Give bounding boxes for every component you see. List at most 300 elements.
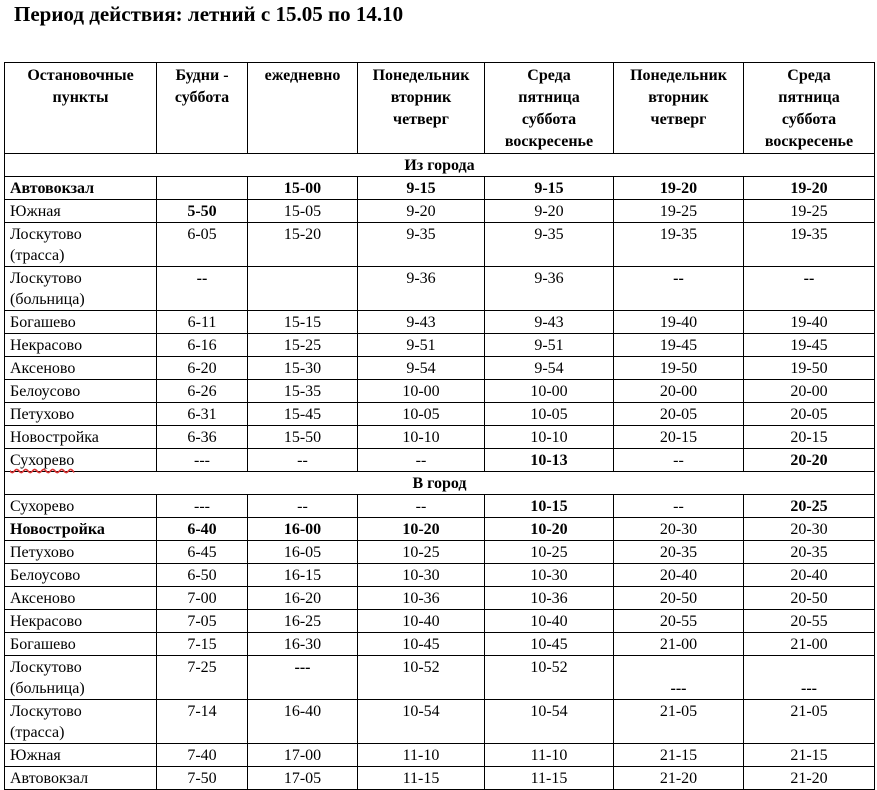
- time-value: 10-25: [530, 544, 568, 561]
- time-cell: [358, 495, 485, 518]
- time-cell: [358, 587, 485, 610]
- time-cell: [248, 633, 358, 656]
- stop-name: [5, 587, 157, 610]
- column-header: [485, 63, 614, 154]
- time-value: 19-35: [790, 226, 828, 243]
- time-value: 10-20: [402, 521, 440, 538]
- time-cell: [614, 334, 744, 357]
- stop-name: [5, 767, 157, 790]
- time-value: 7-15: [187, 636, 217, 653]
- time-cell: [485, 495, 614, 518]
- page-title: Период действия: летний с 15.05 по 14.10: [14, 2, 404, 26]
- time-value: 19-20: [659, 180, 698, 197]
- time-cell: [157, 449, 248, 472]
- time-value: 16-05: [283, 544, 322, 561]
- cell-line: воскресенье: [764, 133, 854, 150]
- time-cell: [358, 767, 485, 790]
- schedule-table: [4, 62, 875, 790]
- time-value: 16-40: [283, 703, 322, 720]
- time-cell: [157, 610, 248, 633]
- time-value: 10-36: [402, 590, 440, 607]
- time-cell: [744, 633, 875, 656]
- time-cell: [358, 223, 485, 267]
- cell-line: Автовокзал: [10, 770, 89, 787]
- time-value: ---: [194, 452, 210, 469]
- time-cell: [358, 564, 485, 587]
- cell-line: Южная: [10, 203, 61, 220]
- cell-line: вторник: [648, 89, 709, 106]
- time-cell: [744, 267, 875, 311]
- time-cell: [358, 357, 485, 380]
- time-cell: [614, 656, 744, 700]
- time-value: ---: [294, 659, 311, 676]
- time-value: 20-55: [659, 613, 698, 630]
- cell-line: Автовокзал: [10, 180, 95, 197]
- cell-line: Среда: [527, 67, 571, 84]
- time-value: 20-30: [790, 521, 828, 538]
- time-value: 9-15: [406, 180, 436, 197]
- time-cell: [614, 449, 744, 472]
- table-row: [5, 311, 875, 334]
- cell-line: Петухово: [10, 544, 75, 561]
- time-cell: [157, 380, 248, 403]
- time-cell: [157, 357, 248, 380]
- time-value: 11-15: [402, 770, 440, 787]
- table-row: [5, 633, 875, 656]
- time-cell: [358, 426, 485, 449]
- time-cell: [248, 357, 358, 380]
- time-value: 10-25: [402, 544, 440, 561]
- cell-line: Лоскутово: [10, 226, 82, 243]
- time-cell: [358, 541, 485, 564]
- time-cell: [614, 426, 744, 449]
- time-value: 21-05: [790, 703, 828, 720]
- time-cell: [157, 426, 248, 449]
- time-value: 19-40: [790, 314, 828, 331]
- time-cell: [248, 200, 358, 223]
- time-value: 11-10: [402, 747, 440, 764]
- cell-line: Лоскутово: [10, 703, 82, 720]
- time-value: 16-15: [283, 567, 322, 584]
- time-value: 20-15: [659, 429, 698, 446]
- time-cell: [358, 449, 485, 472]
- table-row: [5, 541, 875, 564]
- time-cell: [485, 223, 614, 267]
- time-value: 15-25: [283, 337, 322, 354]
- time-value: 20-25: [790, 498, 828, 515]
- table-header: [5, 63, 875, 154]
- cell-line: Белоусово: [10, 567, 81, 584]
- time-value: 9-51: [534, 337, 564, 354]
- time-value: --: [297, 498, 308, 515]
- time-cell: [248, 177, 358, 200]
- column-header: [358, 63, 485, 154]
- table-row: [5, 656, 875, 700]
- table-row: [5, 587, 875, 610]
- time-cell: [744, 610, 875, 633]
- time-cell: [485, 587, 614, 610]
- time-value: 10-52: [402, 659, 440, 676]
- time-cell: [485, 449, 614, 472]
- column-header: [614, 63, 744, 154]
- time-cell: [248, 380, 358, 403]
- time-value: 9-15: [534, 180, 564, 197]
- time-value: 21-15: [790, 747, 828, 764]
- time-cell: [358, 334, 485, 357]
- time-value: 20-35: [659, 544, 698, 561]
- time-cell: [485, 200, 614, 223]
- time-cell: [614, 767, 744, 790]
- table-row: [5, 334, 875, 357]
- time-value: 21-20: [790, 770, 828, 787]
- time-value: ---: [801, 680, 817, 697]
- time-value: 9-51: [406, 337, 436, 354]
- time-cell: [485, 426, 614, 449]
- time-cell: [358, 656, 485, 700]
- time-cell: [614, 700, 744, 744]
- stop-name: [5, 495, 157, 518]
- time-cell: [157, 700, 248, 744]
- time-cell: [248, 700, 358, 744]
- time-value: 9-20: [406, 203, 436, 220]
- time-cell: [358, 744, 485, 767]
- time-cell: [614, 357, 744, 380]
- time-value: 9-36: [406, 270, 436, 287]
- time-value: 11-10: [530, 747, 568, 764]
- table-row: [5, 700, 875, 744]
- time-cell: [248, 518, 358, 541]
- stop-name: [5, 656, 157, 700]
- cell-line: Понедельник: [372, 67, 470, 84]
- time-cell: [744, 564, 875, 587]
- time-value: 15-15: [283, 314, 322, 331]
- time-value: 6-05: [187, 226, 217, 243]
- time-value: 9-36: [534, 270, 564, 287]
- time-value: 21-00: [659, 636, 698, 653]
- time-cell: [744, 587, 875, 610]
- time-value: 10-13: [530, 452, 568, 469]
- time-value: 6-26: [187, 383, 217, 400]
- time-cell: [744, 357, 875, 380]
- cell-line: Лоскутово: [10, 270, 82, 287]
- stop-name: [5, 200, 157, 223]
- time-value: 16-20: [283, 590, 322, 607]
- time-cell: [157, 633, 248, 656]
- time-cell: [358, 700, 485, 744]
- section-label: Из города: [5, 154, 875, 177]
- table-row: [5, 426, 875, 449]
- time-cell: [358, 633, 485, 656]
- cell-line: (больница): [10, 291, 85, 308]
- time-value: 10-45: [402, 636, 440, 653]
- cell-line: Среда: [787, 67, 831, 84]
- time-cell: [157, 495, 248, 518]
- time-value: 10-40: [530, 613, 568, 630]
- time-cell: [614, 587, 744, 610]
- cell-line: (трасса): [10, 247, 65, 264]
- time-value: 19-25: [790, 203, 828, 220]
- time-value: --: [803, 270, 815, 287]
- time-value: 20-15: [790, 429, 828, 446]
- time-cell: [157, 403, 248, 426]
- time-value: --: [415, 498, 427, 515]
- section-label: В город: [5, 472, 875, 495]
- time-cell: [248, 587, 358, 610]
- stop-name: [5, 610, 157, 633]
- time-value: 10-45: [530, 636, 568, 653]
- stop-name: [5, 426, 157, 449]
- time-value: 10-20: [530, 521, 568, 538]
- header-row: [5, 63, 875, 154]
- time-value: 17-00: [283, 747, 322, 764]
- time-cell: [744, 200, 875, 223]
- time-cell: [157, 311, 248, 334]
- table-row: [5, 403, 875, 426]
- time-value: 10-52: [530, 659, 568, 676]
- time-cell: [485, 380, 614, 403]
- stop-name: [5, 564, 157, 587]
- time-value: 10-05: [402, 406, 440, 423]
- cell-line: Новостройка: [10, 429, 99, 446]
- time-cell: [744, 656, 875, 700]
- time-cell: [744, 518, 875, 541]
- time-value: 6-40: [187, 521, 217, 538]
- time-cell: [248, 541, 358, 564]
- stop-name: [5, 223, 157, 267]
- time-value: 10-30: [530, 567, 568, 584]
- time-value: 19-50: [790, 360, 828, 377]
- time-cell: [358, 518, 485, 541]
- time-cell: [157, 564, 248, 587]
- time-cell: [248, 449, 358, 472]
- time-value: 10-05: [530, 406, 568, 423]
- section-row: [5, 154, 875, 177]
- time-cell: [485, 767, 614, 790]
- time-value: 20-40: [790, 567, 828, 584]
- time-cell: [358, 311, 485, 334]
- time-cell: [485, 334, 614, 357]
- time-cell: [614, 311, 744, 334]
- cell-line: (больница): [10, 680, 85, 697]
- time-value: 9-43: [534, 314, 564, 331]
- cell-line: Новостройка: [10, 521, 105, 538]
- time-value: --: [673, 452, 684, 469]
- time-cell: [157, 267, 248, 311]
- time-cell: [614, 610, 744, 633]
- time-value: 10-40: [402, 613, 440, 630]
- time-cell: [157, 767, 248, 790]
- table-row: [5, 223, 875, 267]
- time-cell: [614, 403, 744, 426]
- time-value: 20-40: [659, 567, 698, 584]
- time-cell: [614, 541, 744, 564]
- time-value: 16-30: [283, 636, 322, 653]
- stop-name: [5, 541, 157, 564]
- cell-line: Богашево: [10, 314, 76, 331]
- time-value: 20-30: [659, 521, 698, 538]
- cell-line: Богашево: [10, 636, 76, 653]
- time-cell: [614, 564, 744, 587]
- time-value: 16-00: [283, 521, 322, 538]
- time-cell: [157, 223, 248, 267]
- time-value: 19-50: [659, 360, 698, 377]
- time-value: 10-54: [530, 703, 568, 720]
- time-cell: [248, 495, 358, 518]
- stop-name-text: Сухорево: [10, 452, 75, 469]
- time-cell: [157, 541, 248, 564]
- stop-name: [5, 700, 157, 744]
- time-cell: [485, 311, 614, 334]
- time-value: 15-00: [283, 180, 322, 197]
- cell-line: вторник: [390, 89, 452, 106]
- time-cell: [248, 267, 358, 311]
- time-value: 10-36: [530, 590, 568, 607]
- time-value: 6-31: [187, 406, 217, 423]
- time-value: --: [196, 270, 208, 287]
- time-cell: [614, 744, 744, 767]
- time-cell: [358, 200, 485, 223]
- cell-line: Сухорево: [10, 498, 75, 515]
- time-value: 15-45: [283, 406, 322, 423]
- time-value: 21-00: [790, 636, 828, 653]
- time-cell: [157, 334, 248, 357]
- table-row: [5, 744, 875, 767]
- cell-line: Белоусово: [10, 383, 81, 400]
- stop-name: [5, 633, 157, 656]
- time-value: 15-30: [283, 360, 322, 377]
- time-value: 9-20: [534, 203, 564, 220]
- cell-line: Понедельник: [630, 67, 727, 84]
- time-cell: [248, 767, 358, 790]
- time-value: 6-16: [187, 337, 217, 354]
- time-cell: [157, 587, 248, 610]
- cell-line: Петухово: [10, 406, 75, 423]
- time-value: 20-55: [790, 613, 828, 630]
- time-cell: [248, 610, 358, 633]
- time-value: --: [673, 498, 684, 515]
- time-value: 19-35: [659, 226, 698, 243]
- time-value: 10-10: [402, 429, 440, 446]
- time-value: 6-20: [187, 360, 217, 377]
- stop-name: [5, 449, 157, 472]
- cell-line: пункты: [52, 89, 109, 106]
- time-value: 21-20: [659, 770, 698, 787]
- time-value: 9-35: [406, 226, 436, 243]
- time-value: 10-30: [402, 567, 440, 584]
- time-value: 19-45: [790, 337, 828, 354]
- time-value: 7-00: [187, 590, 217, 607]
- time-value: 20-35: [790, 544, 828, 561]
- cell-line: четверг: [393, 111, 449, 128]
- time-value: --: [415, 452, 427, 469]
- cell-line: Аксеново: [10, 360, 76, 377]
- time-value: 9-43: [406, 314, 436, 331]
- cell-line: суббота: [174, 89, 230, 106]
- time-cell: [358, 177, 485, 200]
- time-value: 17-05: [283, 770, 322, 787]
- time-cell: [614, 380, 744, 403]
- table-row: [5, 449, 875, 472]
- cell-line: Остановочные: [27, 67, 134, 84]
- time-cell: [744, 403, 875, 426]
- time-cell: [614, 223, 744, 267]
- time-value: 15-05: [283, 203, 322, 220]
- table-row: [5, 200, 875, 223]
- table-row: [5, 767, 875, 790]
- time-value: 10-54: [402, 703, 440, 720]
- time-cell: [485, 357, 614, 380]
- time-value: 20-00: [659, 383, 698, 400]
- time-cell: [744, 426, 875, 449]
- time-value: 20-00: [790, 383, 828, 400]
- time-value: 19-25: [659, 203, 698, 220]
- cell-line: Некрасово: [10, 613, 83, 630]
- time-cell: [614, 267, 744, 311]
- time-value: 20-50: [790, 590, 828, 607]
- stop-name: [5, 334, 157, 357]
- column-header: [5, 63, 157, 154]
- time-value: 21-15: [659, 747, 698, 764]
- time-cell: [157, 744, 248, 767]
- time-value: 10-00: [530, 383, 568, 400]
- stop-name: [5, 403, 157, 426]
- time-value: 7-05: [187, 613, 217, 630]
- time-cell: [744, 311, 875, 334]
- time-cell: [485, 564, 614, 587]
- table-row: [5, 380, 875, 403]
- time-cell: [248, 744, 358, 767]
- time-cell: [485, 610, 614, 633]
- time-cell: [248, 311, 358, 334]
- cell-line: четверг: [650, 111, 707, 128]
- time-cell: [485, 744, 614, 767]
- table-body: [5, 154, 875, 790]
- time-value: 10-00: [402, 383, 440, 400]
- stop-name: [5, 744, 157, 767]
- time-cell: [485, 656, 614, 700]
- stop-name: [5, 518, 157, 541]
- time-value: 20-05: [659, 406, 698, 423]
- time-value: 21-05: [659, 703, 698, 720]
- time-cell: [248, 426, 358, 449]
- time-value: 19-20: [790, 180, 828, 197]
- time-value: --: [673, 270, 684, 287]
- time-value: 10-15: [530, 498, 568, 515]
- time-cell: [157, 518, 248, 541]
- cell-line: воскресенье: [504, 133, 594, 150]
- time-value: 6-36: [187, 429, 217, 446]
- time-cell: [248, 656, 358, 700]
- time-value: 6-11: [187, 314, 217, 331]
- stop-name: [5, 357, 157, 380]
- time-cell: [614, 200, 744, 223]
- cell-line: (трасса): [10, 724, 65, 741]
- time-value: --: [297, 452, 308, 469]
- time-value: 20-05: [790, 406, 828, 423]
- time-cell: [744, 177, 875, 200]
- table-row: [5, 177, 875, 200]
- table-row: [5, 495, 875, 518]
- table-row: [5, 267, 875, 311]
- cell-line: Лоскутово: [10, 659, 82, 676]
- time-value: ---: [670, 680, 687, 697]
- cell-line: пятница: [518, 89, 580, 106]
- time-cell: [248, 223, 358, 267]
- time-cell: [485, 518, 614, 541]
- time-cell: [744, 541, 875, 564]
- time-cell: [744, 767, 875, 790]
- table-row: [5, 610, 875, 633]
